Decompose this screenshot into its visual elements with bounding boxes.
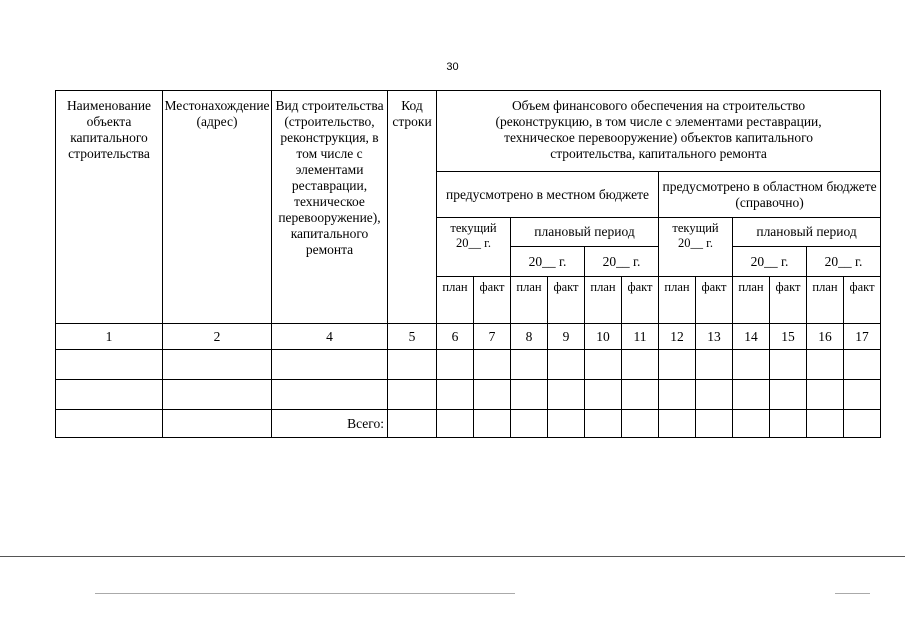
column-number: 12	[659, 324, 696, 350]
table-cell	[272, 350, 388, 380]
header-plan: план	[437, 277, 474, 324]
table-cell	[474, 380, 511, 410]
table-cell	[437, 350, 474, 380]
column-number: 13	[696, 324, 733, 350]
column-number: 1	[56, 324, 163, 350]
header-funding-volume: Объем финансового обеспечения на строительство (реконструкцию, в том числе с элементами реставрации, техническое перевооружение) объектов капитального строительства, капитального ремонта	[437, 91, 881, 172]
header-local-budget: предусмотрено в местном бюджете	[437, 172, 659, 218]
column-number: 5	[388, 324, 437, 350]
table-cell	[585, 410, 622, 438]
table-cell	[807, 410, 844, 438]
header-current-year-local: текущий 20__ г.	[437, 218, 511, 277]
header-fact: факт	[844, 277, 881, 324]
table-cell	[585, 380, 622, 410]
table-cell	[622, 410, 659, 438]
table-cell	[163, 410, 272, 438]
header-plan: план	[807, 277, 844, 324]
header-year: 20__ г.	[585, 247, 659, 277]
table-cell	[844, 380, 881, 410]
header-row-code: Код строки	[388, 91, 437, 324]
header-plan: план	[659, 277, 696, 324]
table-cell	[388, 350, 437, 380]
table-cell	[388, 380, 437, 410]
column-number: 16	[807, 324, 844, 350]
header-object-name: Наименование объекта капитального строительства	[56, 91, 163, 324]
table-cell	[844, 410, 881, 438]
header-year: 20__ г.	[733, 247, 807, 277]
table-row	[56, 380, 881, 410]
table-cell	[56, 380, 163, 410]
table-cell	[770, 410, 807, 438]
total-label: Всего:	[272, 410, 388, 438]
table-cell	[844, 350, 881, 380]
header-fact: факт	[770, 277, 807, 324]
financing-table	[55, 90, 881, 438]
table-cell	[733, 350, 770, 380]
table-cell	[622, 380, 659, 410]
column-number: 10	[585, 324, 622, 350]
total-row	[56, 410, 881, 438]
header-plan: план	[511, 277, 548, 324]
header-year: 20__ г.	[511, 247, 585, 277]
table-cell	[733, 410, 770, 438]
table-cell	[548, 380, 585, 410]
column-number: 8	[511, 324, 548, 350]
column-number: 11	[622, 324, 659, 350]
table-cell	[548, 350, 585, 380]
table-cell	[659, 410, 696, 438]
table-cell	[807, 380, 844, 410]
table-cell	[56, 350, 163, 380]
column-number: 4	[272, 324, 388, 350]
table-row	[56, 350, 881, 380]
header-fact: факт	[622, 277, 659, 324]
column-number: 14	[733, 324, 770, 350]
table-cell	[770, 380, 807, 410]
table-cell	[474, 350, 511, 380]
table-cell	[511, 410, 548, 438]
column-number: 2	[163, 324, 272, 350]
table-cell	[511, 350, 548, 380]
header-planned-period-local: плановый период	[511, 218, 659, 247]
header-plan: план	[585, 277, 622, 324]
column-number: 7	[474, 324, 511, 350]
header-location: Местонахождение (адрес)	[163, 91, 272, 324]
column-number: 9	[548, 324, 585, 350]
table-cell	[585, 350, 622, 380]
page-number: 30	[446, 61, 459, 73]
table-cell	[474, 410, 511, 438]
table-cell	[696, 350, 733, 380]
table-cell	[548, 410, 585, 438]
table-cell	[163, 380, 272, 410]
table-cell	[272, 380, 388, 410]
table-cell	[437, 380, 474, 410]
table-cell	[770, 350, 807, 380]
table-cell	[511, 380, 548, 410]
header-fact: факт	[548, 277, 585, 324]
table-cell	[696, 380, 733, 410]
table-cell	[622, 350, 659, 380]
header-construction-type: Вид строительства (строительство, реконструкция, в том числе с элементами реставрации, техническое перевооружение), капитального ремонта	[272, 91, 388, 324]
table-cell	[56, 410, 163, 438]
header-plan: план	[733, 277, 770, 324]
header-year: 20__ г.	[807, 247, 881, 277]
header-current-year-regional: текущий 20__ г.	[659, 218, 733, 277]
table-cell	[696, 410, 733, 438]
header-fact: факт	[696, 277, 733, 324]
scan-artifact	[95, 593, 515, 594]
table-cell	[437, 410, 474, 438]
page-divider	[0, 556, 905, 557]
table-cell	[659, 350, 696, 380]
table-cell	[388, 410, 437, 438]
table-cell	[659, 380, 696, 410]
column-number: 6	[437, 324, 474, 350]
table-cell	[807, 350, 844, 380]
header-regional-budget: предусмотрено в областном бюджете (справочно)	[659, 172, 881, 218]
column-number: 15	[770, 324, 807, 350]
table-cell	[163, 350, 272, 380]
column-number: 17	[844, 324, 881, 350]
scan-artifact	[835, 593, 870, 594]
header-planned-period-regional: плановый период	[733, 218, 881, 247]
table-cell	[733, 380, 770, 410]
header-fact: факт	[474, 277, 511, 324]
